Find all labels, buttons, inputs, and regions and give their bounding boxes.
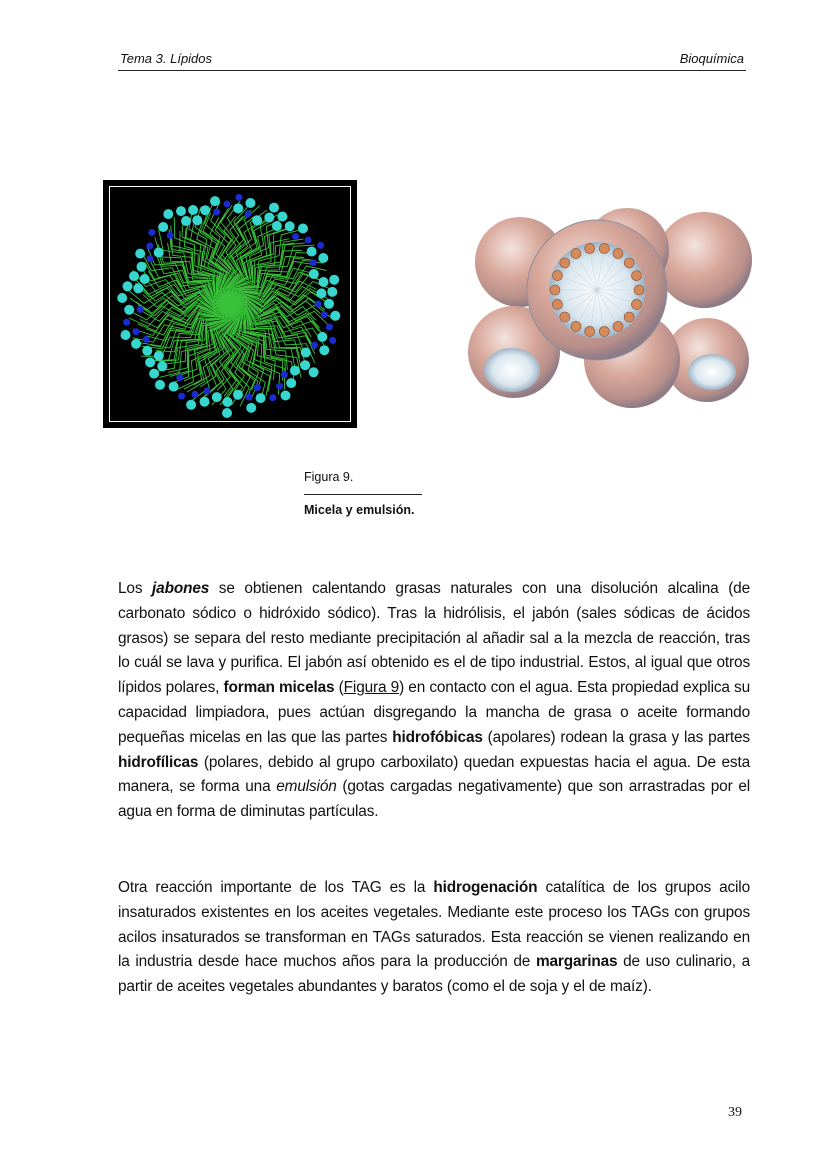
- header-chapter: Tema 3. Lípidos: [120, 51, 213, 66]
- text-run: catalítica de los grupos acilo insaturados existentes en los aceites vegetales. Mediante este proceso los TAGs con grupos acilos insaturados se transforman en TAGs saturados. Esta reacción se vienen realizando en la industria desde hace muchos años para la producción de: [118, 879, 750, 971]
- text-run: (apolares) rodean la grasa y las partes: [482, 728, 750, 746]
- text-run: se obtienen calentando grasas naturales con una disolución alcalina (de carbonato sódico o hidróxido sódico). Tras la hidrólisis, el jabón (sales sódicas de ácidos grasos) se separa del resto mediante precipitación al añadir sal a la mezcla de reacción, tras lo cuál se lava y purifica. El jabón así obtenido es el de tipo industrial. Estos, al igual que otros lípidos polares,: [118, 580, 750, 697]
- paragraph-hydrogenation: [118, 876, 750, 1000]
- page-number: 39: [728, 1105, 742, 1120]
- text-run: de uso culinario, a partir de aceites vegetales abundantes y baratos (como el de soja y el de maíz).: [118, 953, 750, 996]
- text-run: Los: [118, 580, 153, 597]
- paragraph-soaps: [118, 577, 750, 825]
- text-run: (gotas cargadas negativamente) que son arrastradas por el agua en forma de diminutas partículas.: [118, 778, 750, 821]
- header-subject: Bioquímica: [679, 51, 744, 66]
- emulsion-image: [462, 200, 758, 410]
- figure-title: Micela y emulsión.: [304, 503, 415, 517]
- emphasis-text: jabones: [152, 580, 210, 597]
- figure-number: Figura 9.: [304, 470, 354, 484]
- caption-divider: [304, 494, 422, 495]
- micelle-image: [103, 180, 357, 428]
- emphasis-text: hidrofóbicas: [392, 728, 483, 746]
- text-run: (polares, debido al grupo carboxilato) quedan expuestas hacia el agua. De esta manera, se forma una: [118, 753, 750, 796]
- emphasis-text: forman micelas: [223, 679, 335, 697]
- figure-caption: [304, 470, 422, 517]
- emphasis-text: hidrogenación: [433, 879, 538, 896]
- running-header: [118, 50, 746, 71]
- emphasis-text: margarinas: [535, 953, 618, 971]
- text-run: ) en contacto con el agua. Esta propiedad explica su capacidad limpiadora, pues actúan disgregando la mancha de grasa o aceite formando pequeñas micelas en las que las partes: [118, 679, 751, 746]
- text-run: Otra reacción importante de los TAG es la: [118, 879, 434, 896]
- figure-link[interactable]: Figura 9: [343, 679, 400, 697]
- text-run: (: [334, 679, 344, 697]
- emphasis-text: hidrofílicas: [118, 753, 199, 771]
- emphasis-text: emulsión: [276, 778, 337, 796]
